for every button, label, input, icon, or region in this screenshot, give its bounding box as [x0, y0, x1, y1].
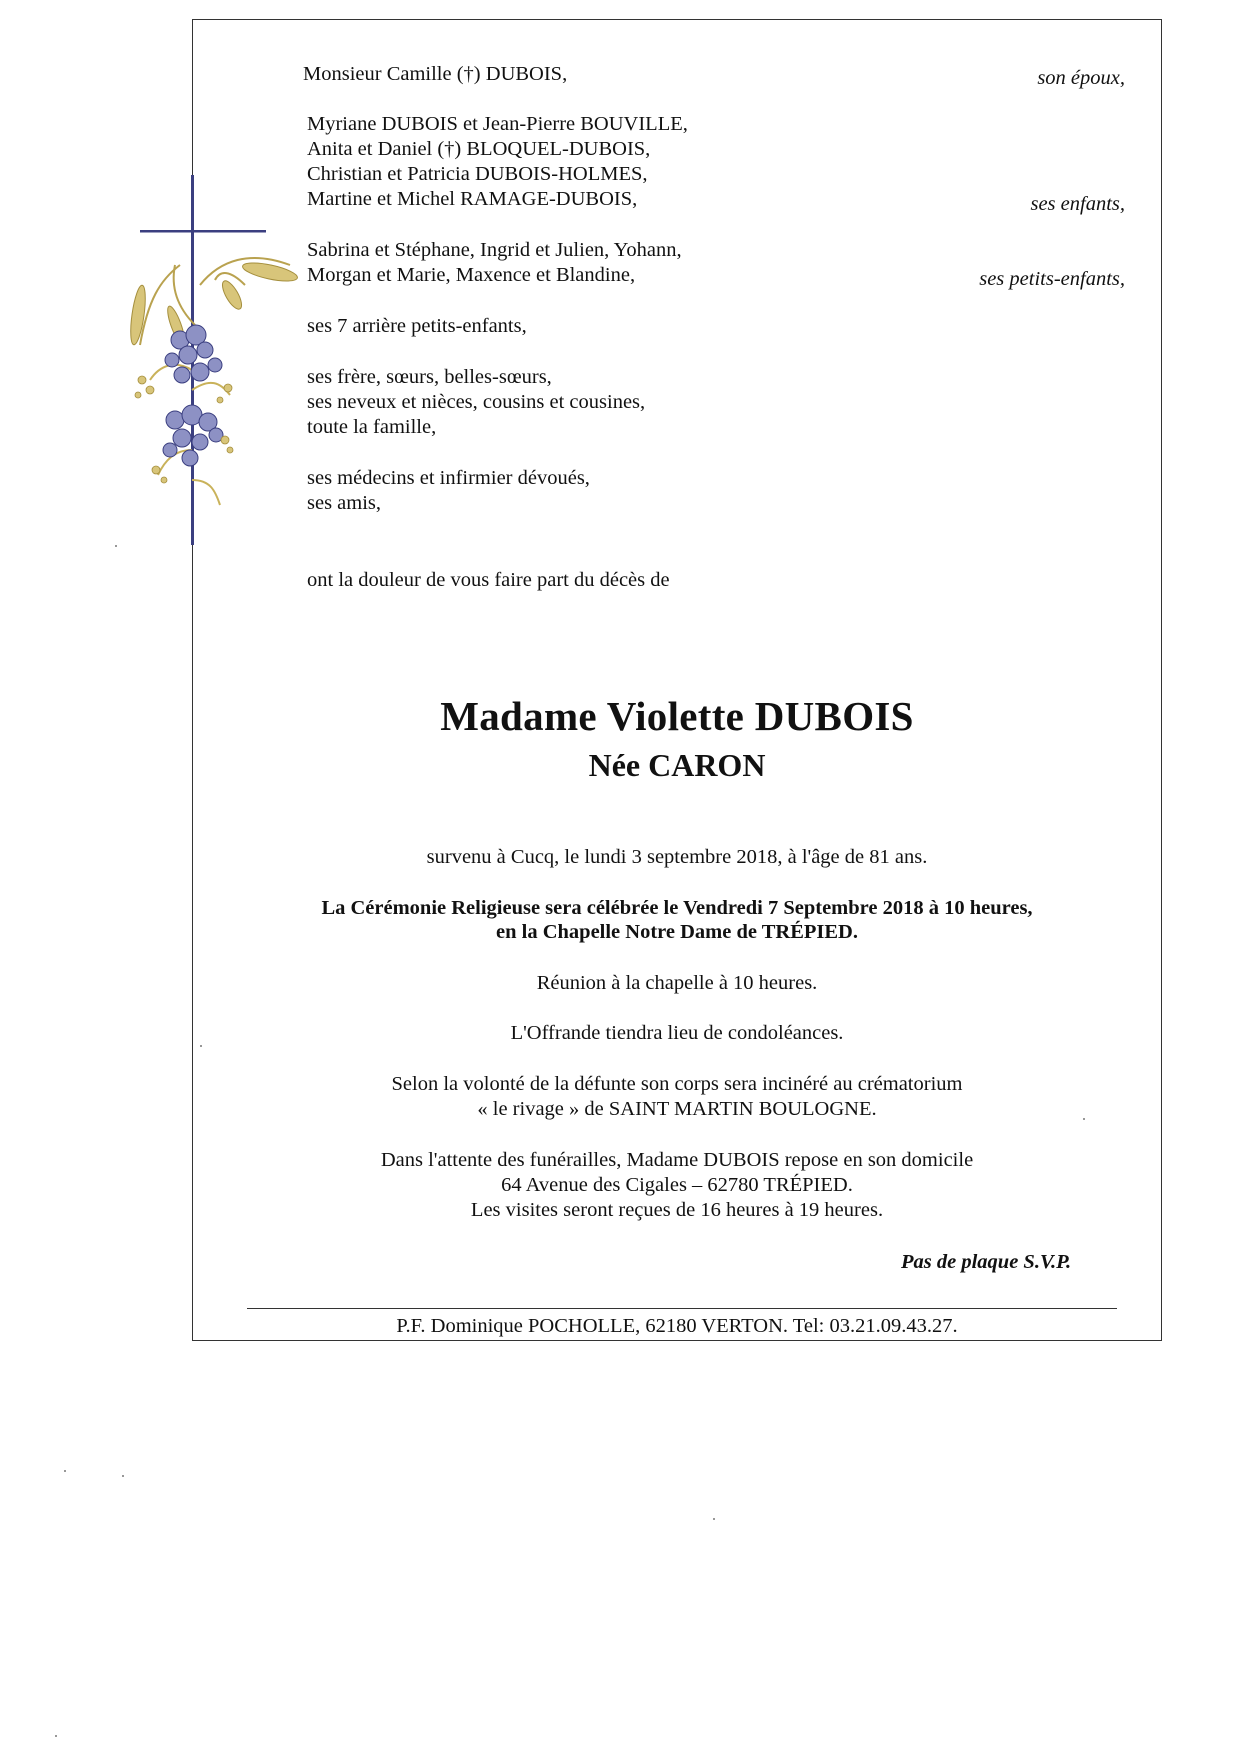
others-line-1: ses médecins et infirmier dévoués,: [307, 467, 590, 489]
ceremony-line-2: en la Chapelle Notre Dame de TRÉPIED.: [496, 921, 858, 943]
children-role: ses enfants,: [1030, 193, 1125, 215]
child-line-4: Martine et Michel RAMAGE-DUBOIS,: [307, 188, 638, 210]
offering-line: L'Offrande tiendra lieu de condoléances.: [510, 1022, 844, 1044]
grandchildren-line-2: Morgan et Marie, Maxence et Blandine,: [307, 264, 636, 286]
announcement-line: ont la douleur de vous faire part du décès de: [307, 569, 670, 591]
ceremony-line-1: La Cérémonie Religieuse sera célébrée le Vendredi 7 Septembre 2018 à 10 heures,: [321, 897, 1033, 919]
child-line-2: Anita et Daniel (†) BLOQUEL-DUBOIS,: [307, 138, 651, 160]
scan-speck: [200, 1045, 202, 1047]
visiting-line-3: Les visites seront reçues de 16 heures à 19 heures.: [470, 1199, 884, 1221]
scan-speck: [115, 545, 117, 547]
visiting-line-2: 64 Avenue des Cigales – 62780 TRÉPIED.: [501, 1174, 853, 1196]
scan-speck: [64, 1470, 66, 1472]
death-line: survenu à Cucq, le lundi 3 septembre 2018, à l'âge de 81 ans.: [426, 846, 928, 868]
no-plaque-note: Pas de plaque S.V.P.: [901, 1251, 1072, 1273]
notice-frame: [192, 19, 1162, 1341]
deceased-maiden-name: Née CARON: [588, 747, 766, 783]
cross-with-wheat-and-flowers-icon: [120, 150, 320, 550]
relatives-line-1: ses frère, sœurs, belles-sœurs,: [307, 366, 552, 388]
great-grandchildren-line: ses 7 arrière petits-enfants,: [307, 315, 527, 337]
funeral-home-footer: P.F. Dominique POCHOLLE, 62180 VERTON. Tel: 03.21.09.43.27.: [396, 1315, 958, 1337]
scan-speck: [122, 1475, 124, 1477]
scan-speck: [1083, 1118, 1085, 1120]
visiting-line-1: Dans l'attente des funérailles, Madame DUBOIS repose en son domicile: [380, 1149, 974, 1171]
deceased-name: Madame Violette DUBOIS: [440, 693, 914, 739]
meeting-line: Réunion à la chapelle à 10 heures.: [536, 972, 818, 994]
relatives-line-3: toute la famille,: [307, 416, 437, 438]
husband-role: son époux,: [1037, 67, 1125, 89]
child-line-3: Christian et Patricia DUBOIS-HOLMES,: [307, 163, 648, 185]
cremation-line-2: « le rivage » de SAINT MARTIN BOULOGNE.: [477, 1098, 877, 1120]
child-line-1: Myriane DUBOIS et Jean-Pierre BOUVILLE,: [307, 113, 688, 135]
husband-line: Monsieur Camille (†) DUBOIS,: [303, 63, 568, 85]
others-line-2: ses amis,: [307, 492, 382, 514]
scan-speck: [713, 1518, 715, 1520]
footer-divider: [247, 1308, 1117, 1309]
grandchildren-role: ses petits-enfants,: [979, 268, 1125, 290]
grandchildren-line-1: Sabrina et Stéphane, Ingrid et Julien, Yohann,: [307, 239, 682, 261]
relatives-line-2: ses neveux et nièces, cousins et cousines,: [307, 391, 646, 413]
cremation-line-1: Selon la volonté de la défunte son corps sera incinéré au crématorium: [391, 1073, 963, 1095]
scan-speck: [55, 1735, 57, 1737]
